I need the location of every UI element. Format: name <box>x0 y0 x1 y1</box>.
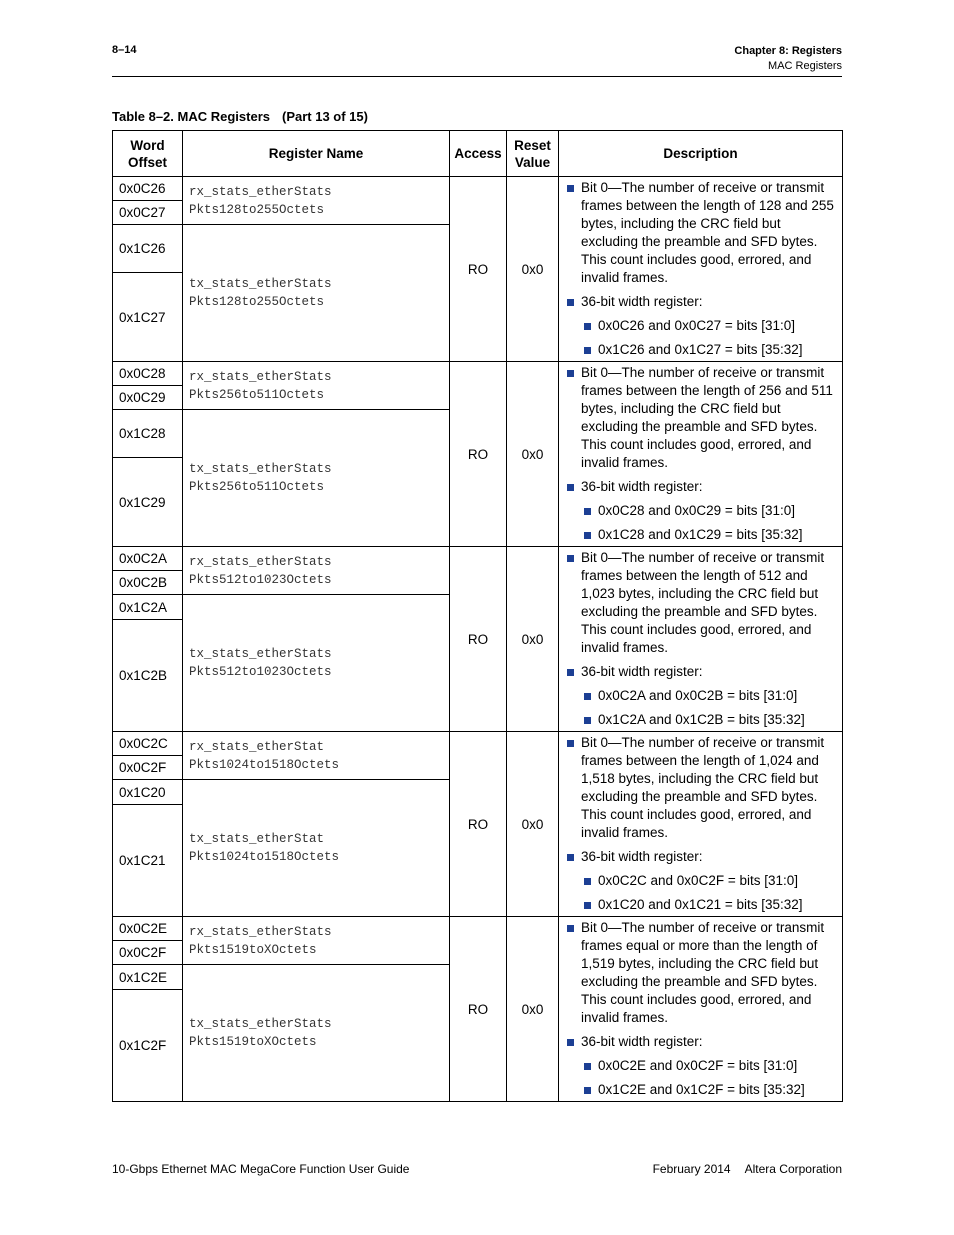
word-offset: 0x0C29 <box>113 386 183 410</box>
bullet-square-icon <box>567 669 574 676</box>
register-name-rx: rx_stats_etherStats Pkts1519toXOctets <box>183 917 450 965</box>
word-offset: 0x1C27 <box>113 273 183 362</box>
register-name-tx: tx_stats_etherStats Pkts256to511Octets <box>183 410 450 547</box>
bullet-square-icon <box>584 717 591 724</box>
bullet-square-icon <box>584 347 591 354</box>
bullet-square-icon <box>567 299 574 306</box>
register-name-tx: tx_stats_etherStats Pkts512to1023Octets <box>183 595 450 732</box>
word-offset: 0x1C2F <box>113 990 183 1102</box>
word-offset: 0x1C2A <box>113 595 183 620</box>
reset-value: 0x0 <box>507 917 559 1102</box>
bullet-square-icon <box>584 902 591 909</box>
table-label: Table 8–2. MAC Registers <box>112 109 270 124</box>
register-name-tx: tx_stats_etherStats Pkts1519toXOctets <box>183 965 450 1102</box>
description: Bit 0—The number of receive or transmit frames between the length of 256 and 511 bytes, including the CRC field but excluding the preamble and SFD bytes. This count includes good, errored, and invalid frames. 36-bit width register: 0x0C28 and 0x0C29 = bits [31:0] 0x1C28 and 0x1C29 = bits [35:32] <box>559 362 843 547</box>
description: Bit 0—The number of receive or transmit frames between the length of 128 and 255 bytes, including the CRC field but excluding the preamble and SFD bytes. This count includes good, errored, and invalid frames. 36-bit width register: 0x0C26 and 0x0C27 = bits [31:0] 0x1C26 and 0x1C27 = bits [35:32] <box>559 177 843 362</box>
bullet-square-icon <box>567 555 574 562</box>
word-offset: 0x1C29 <box>113 458 183 547</box>
footer-meta <box>653 1162 842 1176</box>
register-name-rx: rx_stats_etherStat Pkts1024to1518Octets <box>183 732 450 780</box>
table-row <box>113 177 843 201</box>
word-offset: 0x1C26 <box>113 225 183 273</box>
word-offset: 0x0C2E <box>113 917 183 941</box>
table-row <box>113 547 843 571</box>
word-offset: 0x0C26 <box>113 177 183 201</box>
chapter-title: Chapter 8: Registers <box>734 45 842 57</box>
access-value: RO <box>450 917 507 1102</box>
footer-title: 10-Gbps Ethernet MAC MegaCore Function User Guide <box>112 1162 410 1176</box>
footer-date: February 2014 <box>652 1162 731 1176</box>
col-register-name: Register Name <box>183 131 450 177</box>
register-name-tx: tx_stats_etherStats Pkts128to255Octets <box>183 225 450 362</box>
page-number: 8–14 <box>112 44 137 56</box>
word-offset: 0x0C28 <box>113 362 183 386</box>
register-name-rx: rx_stats_etherStats Pkts512to1023Octets <box>183 547 450 595</box>
table-row <box>113 917 843 941</box>
word-offset: 0x1C20 <box>113 780 183 805</box>
col-word-offset: Word Offset <box>113 131 183 177</box>
word-offset: 0x1C2E <box>113 965 183 990</box>
bullet-square-icon <box>567 740 574 747</box>
word-offset: 0x0C2F <box>113 941 183 965</box>
bullet-square-icon <box>567 185 574 192</box>
bullet-square-icon <box>567 484 574 491</box>
bullet-square-icon <box>584 508 591 515</box>
table-part: (Part 13 of 15) <box>281 109 368 124</box>
bullet-square-icon <box>567 1039 574 1046</box>
word-offset: 0x1C21 <box>113 805 183 917</box>
register-name-rx: rx_stats_etherStats Pkts128to255Octets <box>183 177 450 225</box>
description: Bit 0—The number of receive or transmit frames equal or more than the length of 1,519 bytes, including the CRC field but excluding the preamble and SFD bytes. This count includes good, errored, and invalid frames. 36-bit width register: 0x0C2E and 0x0C2F = bits [31:0] 0x1C2E and 0x1C2F = bits [35:32] <box>559 917 843 1102</box>
description: Bit 0—The number of receive or transmit frames between the length of 1,024 and 1,518 bytes, including the CRC field but excluding the preamble and SFD bytes. This count includes good, errored, and invalid frames. 36-bit width register: 0x0C2C and 0x0C2F = bits [31:0] 0x1C20 and 0x1C21 = bits [35:32] <box>559 732 843 917</box>
footer-company: Altera Corporation <box>744 1162 842 1176</box>
access-value: RO <box>450 547 507 732</box>
access-value: RO <box>450 362 507 547</box>
bullet-square-icon <box>567 370 574 377</box>
table-caption <box>112 109 368 124</box>
description: Bit 0—The number of receive or transmit frames between the length of 512 and 1,023 bytes, including the CRC field but excluding the preamble and SFD bytes. This count includes good, errored, and invalid frames. 36-bit width register: 0x0C2A and 0x0C2B = bits [31:0] 0x1C2A and 0x1C2B = bits [35:32] <box>559 547 843 732</box>
word-offset: 0x1C28 <box>113 410 183 458</box>
word-offset: 0x0C2B <box>113 571 183 595</box>
bullet-square-icon <box>584 693 591 700</box>
word-offset: 0x0C2A <box>113 547 183 571</box>
section-title: MAC Registers <box>768 60 842 72</box>
running-header <box>734 44 842 74</box>
register-name-rx: rx_stats_etherStats Pkts256to511Octets <box>183 362 450 410</box>
bullet-square-icon <box>584 532 591 539</box>
bullet-square-icon <box>584 878 591 885</box>
col-description: Description <box>559 131 843 177</box>
col-access: Access <box>450 131 507 177</box>
header-rule <box>112 76 842 77</box>
reset-value: 0x0 <box>507 547 559 732</box>
word-offset: 0x0C2F <box>113 756 183 780</box>
reset-value: 0x0 <box>507 362 559 547</box>
bullet-square-icon <box>584 1063 591 1070</box>
register-name-tx: tx_stats_etherStat Pkts1024to1518Octets <box>183 780 450 917</box>
mac-registers-table <box>112 130 843 1102</box>
word-offset: 0x0C27 <box>113 201 183 225</box>
table-row <box>113 362 843 386</box>
bullet-square-icon <box>567 854 574 861</box>
access-value: RO <box>450 732 507 917</box>
bullet-square-icon <box>584 1087 591 1094</box>
word-offset: 0x1C2B <box>113 620 183 732</box>
col-reset-value: Reset Value <box>507 131 559 177</box>
table-row <box>113 732 843 756</box>
access-value: RO <box>450 177 507 362</box>
bullet-square-icon <box>567 925 574 932</box>
table-body <box>113 177 843 1102</box>
word-offset: 0x0C2C <box>113 732 183 756</box>
reset-value: 0x0 <box>507 732 559 917</box>
reset-value: 0x0 <box>507 177 559 362</box>
table-header-row <box>113 131 843 177</box>
bullet-square-icon <box>584 323 591 330</box>
